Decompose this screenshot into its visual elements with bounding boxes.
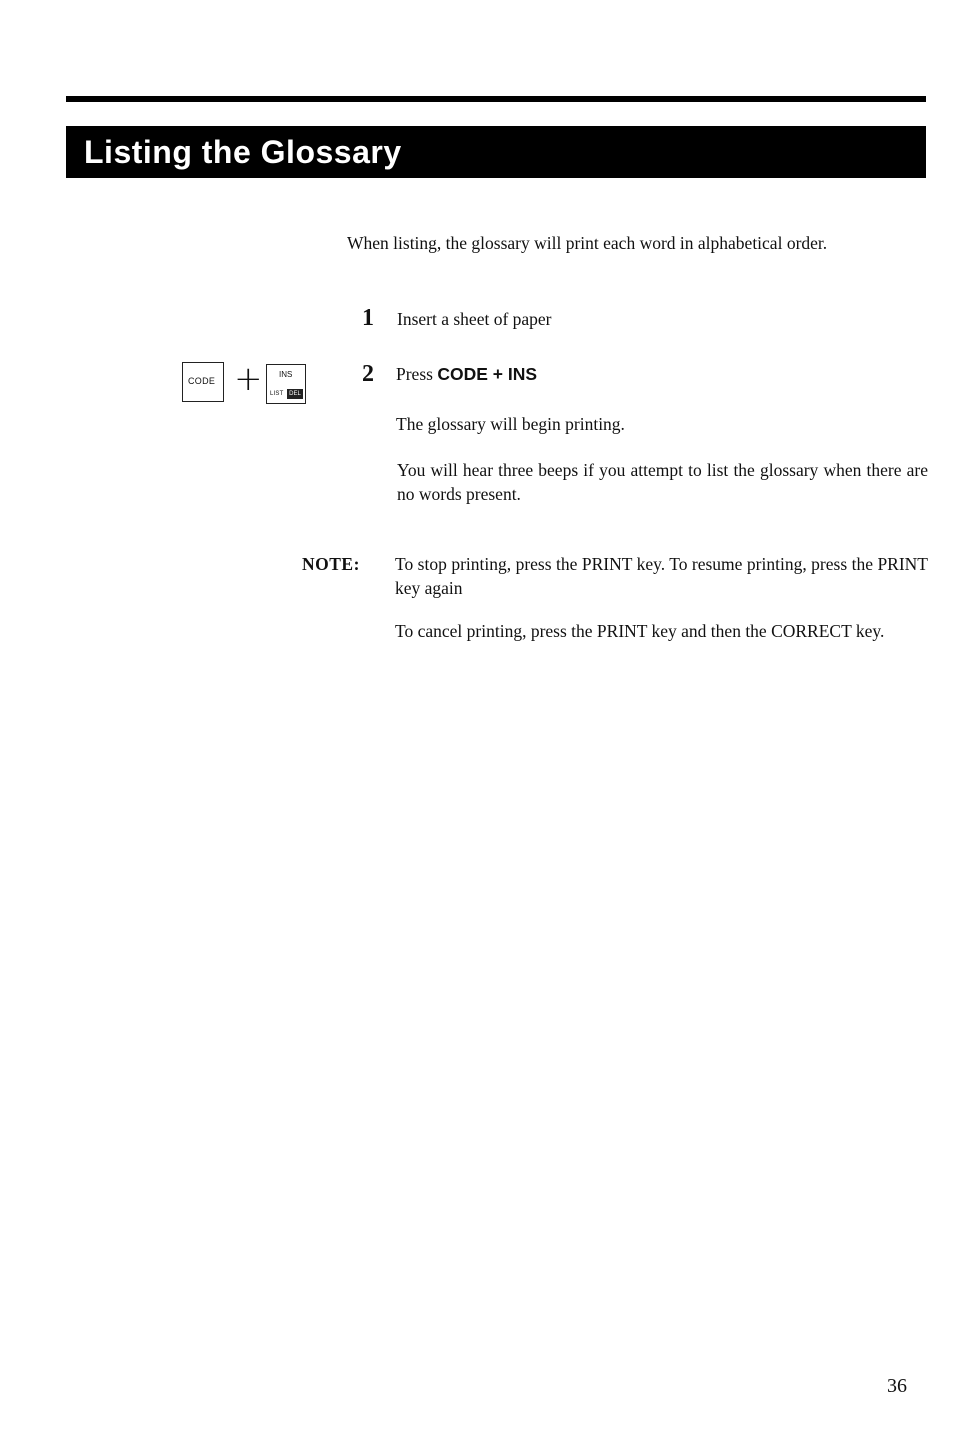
note-label: NOTE: [302, 554, 360, 574]
step-2-prefix: Press [396, 364, 438, 384]
page-title: Listing the Glossary [84, 133, 402, 170]
del-key-label: DEL [287, 389, 303, 399]
ins-key-icon [266, 364, 306, 404]
step-2-paragraph-2: You will hear three beeps if you attempt to list the glossary when there are no words present. [397, 460, 928, 504]
step-1-text: Insert a sheet of paper [397, 309, 552, 329]
code-key-label: CODE [188, 376, 216, 386]
step-2-text [396, 362, 896, 386]
plus-icon: + [234, 359, 263, 399]
top-rule [66, 96, 926, 102]
title-bar [66, 126, 926, 178]
page-number: 36 [887, 1375, 907, 1397]
list-key-label: LIST [270, 391, 284, 397]
step-1-number: 1 [362, 305, 374, 331]
step-2-paragraph-1: The glossary will begin printing. [396, 414, 625, 434]
step-2-number: 2 [362, 361, 374, 387]
note-paragraph-1: To stop printing, press the PRINT key. To resume printing, press the PRINT key again [395, 554, 928, 598]
intro-paragraph: When listing, the glossary will print each word in alphabetical order. [347, 233, 828, 253]
note-paragraph-2: To cancel printing, press the PRINT key and then the CORRECT key. [395, 621, 885, 641]
code-key-icon [182, 362, 224, 402]
ins-key-label: INS [279, 370, 293, 379]
step-2-keys: CODE + INS [437, 364, 538, 384]
